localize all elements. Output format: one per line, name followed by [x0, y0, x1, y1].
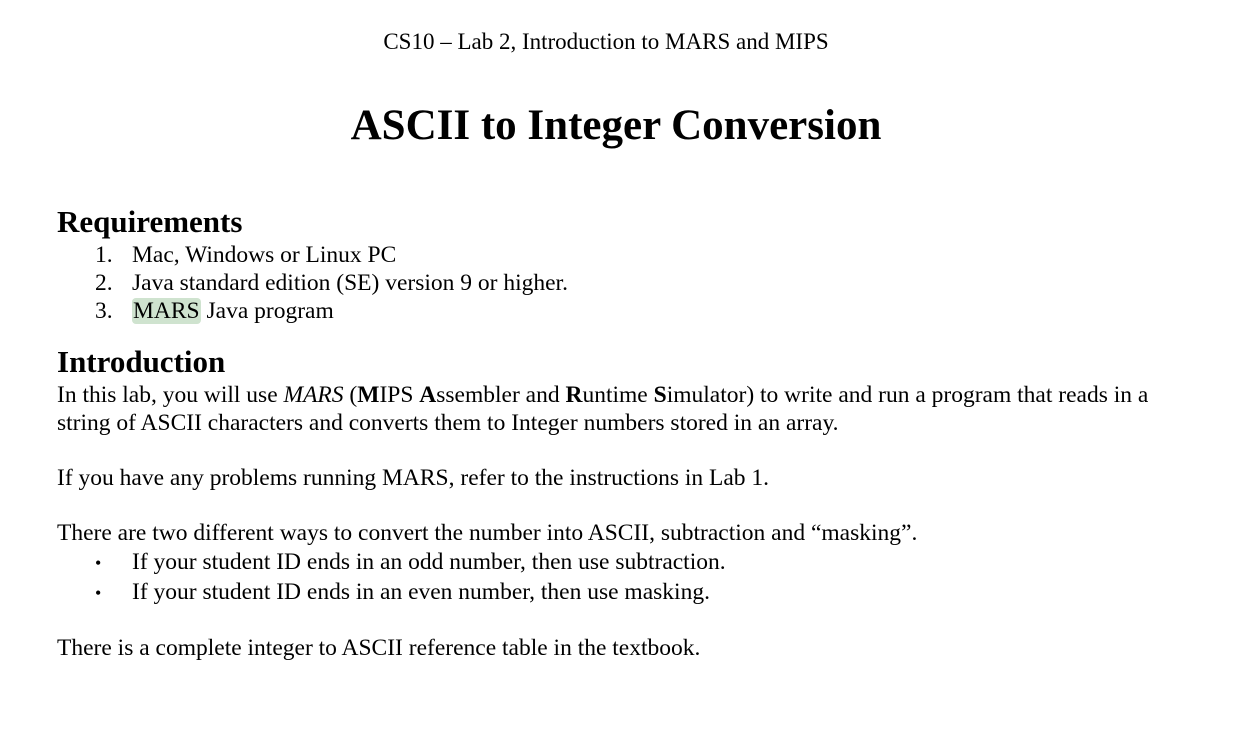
mars-problems-paragraph: If you have any problems running MARS, refer to the instructions in Lab 1.: [57, 465, 770, 491]
document-title: ASCII to Integer Conversion: [350, 102, 882, 149]
list-item: [57, 577, 1207, 607]
highlighted-text: MARS: [133, 298, 200, 324]
requirements-heading: Requirements: [57, 204, 243, 239]
bullet-marker: •: [95, 553, 102, 573]
italic-text: MARS: [283, 382, 344, 408]
list-marker: 2.: [95, 270, 113, 296]
text-run: IPS: [379, 382, 420, 408]
intro-paragraph: [57, 381, 1207, 437]
text-run: In this lab, you will use: [57, 382, 284, 408]
requirements-section: [57, 203, 1207, 325]
bold-letter: M: [357, 382, 380, 408]
list-marker: 3.: [95, 298, 113, 324]
bold-letter: R: [565, 382, 583, 408]
paragraph-gap: [57, 437, 1207, 464]
list-item-text: If your student ID ends in an even number, then use masking.: [132, 579, 710, 605]
text-run: (: [343, 382, 358, 408]
list-item-text: Java program: [200, 298, 334, 324]
paragraph-gap: [57, 607, 1207, 634]
document-body: [57, 203, 1207, 662]
list-item-text: Mac, Windows or Linux PC: [132, 242, 397, 268]
list-item-text: If your student ID ends in an odd number, then use subtraction.: [132, 549, 726, 575]
bold-letter: S: [653, 382, 667, 408]
conversion-methods-paragraph: There are two different ways to convert the number into ASCII, subtraction and “masking”.: [57, 520, 918, 546]
list-marker: 1.: [95, 242, 113, 268]
list-item: [57, 547, 1207, 577]
introduction-heading: Introduction: [57, 344, 226, 379]
bullet-marker: •: [95, 583, 102, 603]
document-header: CS10 – Lab 2, Introduction to MARS and MIPS: [383, 29, 829, 54]
text-run: ssembler and: [436, 382, 566, 408]
paragraph-gap: [57, 492, 1207, 519]
list-item: [57, 297, 1207, 325]
bold-letter: A: [419, 382, 437, 408]
list-item: [57, 269, 1207, 297]
text-run: untime: [582, 382, 654, 408]
list-item-text: Java standard edition (SE) version 9 or higher.: [132, 270, 568, 296]
requirements-list: [57, 241, 1207, 325]
list-item: [57, 241, 1207, 269]
conversion-bullet-list: [57, 547, 1207, 607]
reference-table-paragraph: There is a complete integer to ASCII reference table in the textbook.: [57, 635, 701, 661]
text-run: imulator) to write and run a program that reads in a string of ASCII characters and converts them to Integer numbers stored in an array.: [57, 382, 1149, 436]
introduction-section: [57, 343, 1207, 662]
